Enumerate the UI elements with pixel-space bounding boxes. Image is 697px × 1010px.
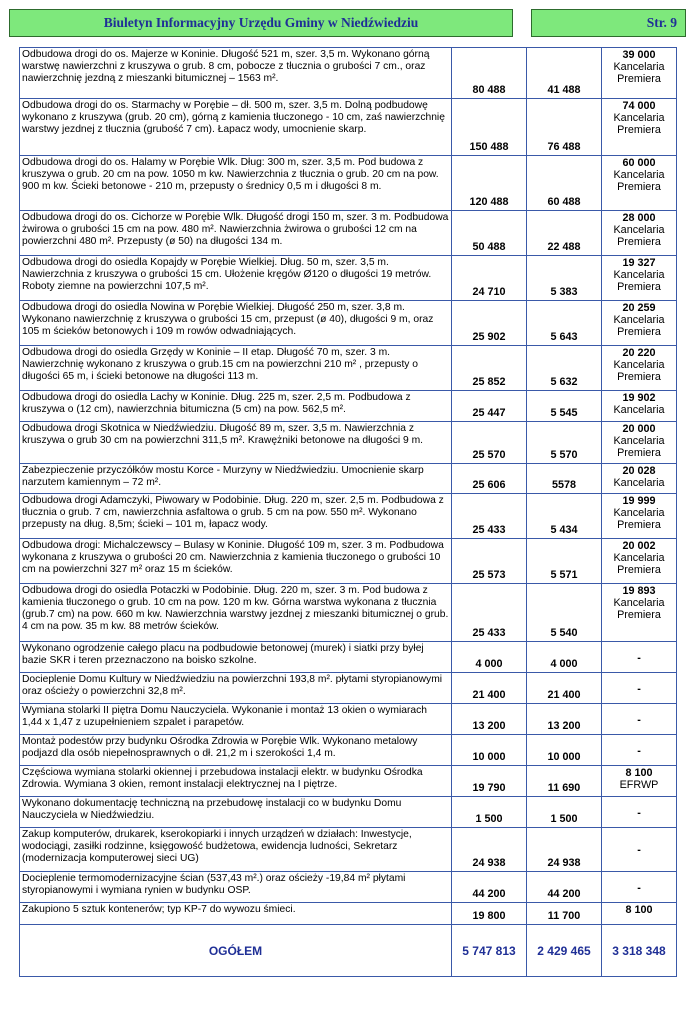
task-description: Odbudowa drogi do osiedla Kopajdy w Porębie Wielkiej. Dług. 50 m, szer. 3,5 m. Nawierzchnia z kruszywa o grubości 15 cm. Ułożenie kręgów Ø120 o długości 19 metrów. Roboty ziemne na powierzchni 107,5 m². [20, 256, 452, 301]
table-row [20, 48, 677, 99]
task-description: Odbudowa drogi Skotnica w Niedźwiedziu. Długość 89 m, szer. 3,5 m. Nawierzchnia z kruszywa o grub 30 cm na powierzchni 311,5 m². Krawężniki betonowe na długości 9 m. [20, 422, 452, 464]
gmina-funds: 24 938 [527, 828, 602, 872]
external-funds [602, 828, 677, 872]
external-source: Kancelaria Premiera [613, 224, 665, 248]
external-funds [602, 422, 677, 464]
gmina-funds: 5 545 [527, 391, 602, 422]
table-row [20, 494, 677, 539]
external-funds [602, 642, 677, 673]
investment-table [19, 47, 677, 977]
external-source: Kancelaria Premiera [613, 597, 665, 621]
external-funds [602, 872, 677, 903]
task-description: Docieplenie Domu Kultury w Niedźwiedziu na powierzchni 193,8 m². płytami styropianowymi oraz ościeży o powierzchni 32,8 m². [20, 673, 452, 704]
external-source: Kancelaria Premiera [613, 112, 665, 136]
task-description: Odbudowa drogi: Michalczewscy – Bulasy w Koninie. Długość 109 m, szer. 3 m. Podbudowa wykonana z kruszywa o grubości 20 cm. Nawierzchnia z kamienia tłuczonego o grubości 10 cm na powierzchni 327 m² oraz 15 m ścieków. [20, 539, 452, 584]
total-cost: 25 447 [452, 391, 527, 422]
task-description: Wymiana stolarki II piętra Domu Nauczyciela. Wykonanie i montaż 13 okien o wymiarach 1,44 x 1,47 z uzupełnieniem szpalet i parapetów. [20, 704, 452, 735]
external-funds [602, 211, 677, 256]
total-cost: 25 902 [452, 301, 527, 346]
table-row [20, 735, 677, 766]
task-description: Odbudowa drogi do os. Cichorze w Porębie Wlk. Długość drogi 150 m, szer. 3 m. Podbudowa żwirowa o grubości 15 cm na pow. 480 m². Nawierzchnia żwirowa o grubości 12 cm na powierzchni 480 m². Przepusty (ø 50) na długości 134 m. [20, 211, 452, 256]
table-row [20, 828, 677, 872]
external-amount: 8 100 [625, 767, 653, 779]
external-amount: 60 000 [622, 157, 656, 169]
total-cost: 25 433 [452, 494, 527, 539]
gmina-funds: 5 643 [527, 301, 602, 346]
gmina-funds: 5 540 [527, 584, 602, 642]
external-source: EFRWP [619, 779, 659, 791]
external-amount: 28 000 [622, 212, 656, 224]
page-number: Str. 9 [531, 9, 686, 37]
task-description: Wykonano ogrodzenie całego placu na podbudowie betonowej (murek) i siatki przy byłej bazie SKR i teren przeznaczono na boisko szkolne. [20, 642, 452, 673]
table-row [20, 211, 677, 256]
external-funds [602, 797, 677, 828]
table-row [20, 422, 677, 464]
gmina-funds: 44 200 [527, 872, 602, 903]
task-description: Częściowa wymiana stolarki okiennej i przebudowa instalacji elektr. w budynku Ośrodka Zdrowia. Wymiana 3 okien, remont instalacji elektrycznej na I piętrze. [20, 766, 452, 797]
external-source: Kancelaria Premiera [613, 314, 665, 338]
total-cost: 4 000 [452, 642, 527, 673]
gmina-funds: 11 690 [527, 766, 602, 797]
external-source: Kancelaria Premiera [613, 269, 665, 293]
gmina-funds: 1 500 [527, 797, 602, 828]
external-funds [602, 735, 677, 766]
external-amount: 20 000 [622, 423, 656, 435]
table-row [20, 872, 677, 903]
gmina-funds: 5 571 [527, 539, 602, 584]
external-amount: 19 999 [622, 495, 656, 507]
external-amount: - [637, 881, 641, 894]
external-source: Kancelaria Premiera [613, 552, 665, 576]
gmina-funds: 10 000 [527, 735, 602, 766]
task-description: Docieplenie termomodernizacyjne ścian (537,43 m².) oraz ościeży -19,84 m² płytami styropianowymi i wymiana rynien w budynku OSP. [20, 872, 452, 903]
external-funds [602, 903, 677, 925]
external-source: Kancelaria [613, 477, 665, 489]
table-row [20, 156, 677, 211]
external-funds [602, 766, 677, 797]
external-amount: 19 893 [622, 585, 656, 597]
task-description: Zakupiono 5 sztuk kontenerów; typ KP-7 do wywozu śmieci. [20, 903, 452, 925]
total-cost: 19 800 [452, 903, 527, 925]
external-funds [602, 256, 677, 301]
external-amount: 20 259 [622, 302, 656, 314]
external-source: Kancelaria Premiera [613, 435, 665, 459]
table-row [20, 301, 677, 346]
external-funds [602, 464, 677, 494]
total-cost: 25 570 [452, 422, 527, 464]
total-cost: 25 433 [452, 584, 527, 642]
task-description: Odbudowa drogi do os. Starmachy w Porębie – dł. 500 m, szer. 3,5 m. Dolną podbudowę wykonano z kruszywa (grub. 20 cm), górną z kamienia tłuczonego - 10 cm, zaś nawierzchnię warstwy jezdnej z tłucznia (grubość 7 cm). Łapacz wody, umocnienie skarp. [20, 99, 452, 156]
summary-label: OGÓŁEM [20, 925, 452, 977]
external-source: Kancelaria Premiera [613, 61, 665, 85]
external-amount: - [637, 651, 641, 664]
external-funds [602, 539, 677, 584]
gmina-funds: 5 632 [527, 346, 602, 391]
external-funds [602, 673, 677, 704]
table-row [20, 584, 677, 642]
total-cost: 44 200 [452, 872, 527, 903]
external-amount: 74 000 [622, 100, 656, 112]
task-description: Odbudowa drogi do osiedla Grzędy w Koninie – II etap. Długość 70 m, szer. 3 m. Nawierzchnię wykonano z kruszywa o grub.15 cm na powierzchni 210 m² , przepusty o długości 65 m, i ścieki betonowe na długości 113 m. [20, 346, 452, 391]
table-row [20, 766, 677, 797]
gmina-funds: 4 000 [527, 642, 602, 673]
external-amount: 20 220 [622, 347, 656, 359]
total-cost: 120 488 [452, 156, 527, 211]
task-description: Odbudowa drogi Adamczyki, Piwowary w Podobinie. Dług. 220 m, szer. 2,5 m. Podbudowa z tłucznia o grub. 7 cm, nawierzchnia asfaltowa o grub. 5 cm na pow. 550 m². Wykonano przepusty na dług. 8,5m; ścieki – 101 m, łapacz wody. [20, 494, 452, 539]
total-cost: 13 200 [452, 704, 527, 735]
total-cost: 1 500 [452, 797, 527, 828]
task-description: Odbudowa drogi do osiedla Potaczki w Podobinie. Dług. 220 m, szer. 3 m. Pod budowa z kamienia tłuczonego o grub. 10 cm na pow. 120 m kw. Górna warstwa wykonana z tłucznia (grub.7 cm) na pow. 660 m kw. Nawierzchnia warstwy jezdnej z mieszanki bitumicznej o grub. 4 cm na pow. 35 m kw. 88 metrów ścieków. [20, 584, 452, 642]
summary-row [20, 925, 677, 977]
task-description: Odbudowa drogi do osiedla Nowina w Porębie Wielkiej. Długość 250 m, szer. 3,8 m. Wykonano nawierzchnię z kruszywa o grubości 15 cm, przepust (ø 40), długości 9 m, oraz 105 m ścieków betonowych i 109 m rowów odwadniających. [20, 301, 452, 346]
external-amount: - [637, 713, 641, 726]
gmina-funds: 60 488 [527, 156, 602, 211]
total-cost: 150 488 [452, 99, 527, 156]
gmina-funds: 5 434 [527, 494, 602, 539]
summary-gmina: 2 429 465 [527, 925, 602, 977]
summary-external: 3 318 348 [602, 925, 677, 977]
external-amount: 19 902 [622, 392, 656, 404]
table-row [20, 256, 677, 301]
bulletin-title: Biuletyn Informacyjny Urzędu Gminy w Niedźwiedziu [9, 9, 513, 37]
table-row [20, 464, 677, 494]
external-amount: - [637, 682, 641, 695]
total-cost: 10 000 [452, 735, 527, 766]
gmina-funds: 11 700 [527, 903, 602, 925]
total-cost: 24 710 [452, 256, 527, 301]
external-funds [602, 156, 677, 211]
external-funds [602, 346, 677, 391]
gmina-funds: 41 488 [527, 48, 602, 99]
external-amount: 20 002 [622, 540, 656, 552]
task-description: Odbudowa drogi do osiedla Lachy w Koninie. Dług. 225 m, szer. 2,5 m. Podbudowa z kruszywa o (12 cm), nawierzchnia bitumiczna (5 cm) na pow. 562,5 m². [20, 391, 452, 422]
gmina-funds: 5578 [527, 464, 602, 494]
table-row [20, 642, 677, 673]
external-funds [602, 301, 677, 346]
total-cost: 25 573 [452, 539, 527, 584]
table-row [20, 797, 677, 828]
summary-total: 5 747 813 [452, 925, 527, 977]
external-amount: - [637, 806, 641, 819]
external-funds [602, 99, 677, 156]
table-row [20, 539, 677, 584]
total-cost: 25 852 [452, 346, 527, 391]
external-amount: 19 327 [622, 257, 656, 269]
gmina-funds: 5 383 [527, 256, 602, 301]
table-row [20, 346, 677, 391]
gmina-funds: 13 200 [527, 704, 602, 735]
external-amount: - [637, 744, 641, 757]
external-amount: 8 100 [625, 904, 653, 916]
total-cost: 80 488 [452, 48, 527, 99]
total-cost: 50 488 [452, 211, 527, 256]
total-cost: 24 938 [452, 828, 527, 872]
gmina-funds: 76 488 [527, 99, 602, 156]
external-amount: 20 028 [622, 465, 656, 477]
external-amount: 39 000 [622, 49, 656, 61]
task-description: Montaż podestów przy budynku Ośrodka Zdrowia w Porębie Wlk. Wykonano metalowy podjazd dla osób niepełnosprawnych o dł. 21,2 m i szerokości 1,4 m. [20, 735, 452, 766]
total-cost: 19 790 [452, 766, 527, 797]
table-row [20, 99, 677, 156]
external-source: Kancelaria Premiera [613, 359, 665, 383]
external-funds [602, 704, 677, 735]
table-row [20, 704, 677, 735]
gmina-funds: 5 570 [527, 422, 602, 464]
gmina-funds: 22 488 [527, 211, 602, 256]
external-source: Kancelaria Premiera [613, 507, 665, 531]
external-funds [602, 391, 677, 422]
task-description: Wykonano dokumentację techniczną na przebudowę instalacji co w budynku Domu Nauczyciela w Niedźwiedziu. [20, 797, 452, 828]
table-row [20, 903, 677, 925]
task-description: Zabezpieczenie przyczółków mostu Korce - Murzyny w Niedźwiedziu. Umocnienie skarp narzutem kamiennym – 72 m². [20, 464, 452, 494]
table-row [20, 391, 677, 422]
task-description: Zakup komputerów, drukarek, kserokopiarki i innych urządzeń w działach: Inwestycje, wodociągi, zasiłki rodzinne, księgowość budżetowa, ewidencja ludności, Sekretarz (modernizacja komputerowej sieci UG) [20, 828, 452, 872]
external-funds [602, 494, 677, 539]
task-description: Odbudowa drogi do os. Majerze w Koninie. Długość 521 m, szer. 3,5 m. Wykonano górną warstwę nawierzchni z kruszywa o grub. 8 cm, pobocze z tłucznia o grubości 7 cm., oraz nawierzchnię jezdną z mieszanki bitumicznej – 1563 m². [20, 48, 452, 99]
external-funds [602, 584, 677, 642]
external-source: Kancelaria Premiera [613, 169, 665, 193]
table-row [20, 673, 677, 704]
gmina-funds: 21 400 [527, 673, 602, 704]
total-cost: 21 400 [452, 673, 527, 704]
external-amount: - [637, 844, 641, 856]
external-funds [602, 48, 677, 99]
total-cost: 25 606 [452, 464, 527, 494]
task-description: Odbudowa drogi do os. Halamy w Porębie Wlk. Dług: 300 m, szer. 3,5 m. Pod budowa z kruszywa o grub. 20 cm na pow. 1050 m kw. Nawierzchnia z tłucznia o grub. 20 cm na pow. 900 m kw. Ścieki betonowe - 210 m, przepusty o średnicy 0,5 m i długości 8 m. [20, 156, 452, 211]
external-source: Kancelaria [613, 404, 665, 416]
